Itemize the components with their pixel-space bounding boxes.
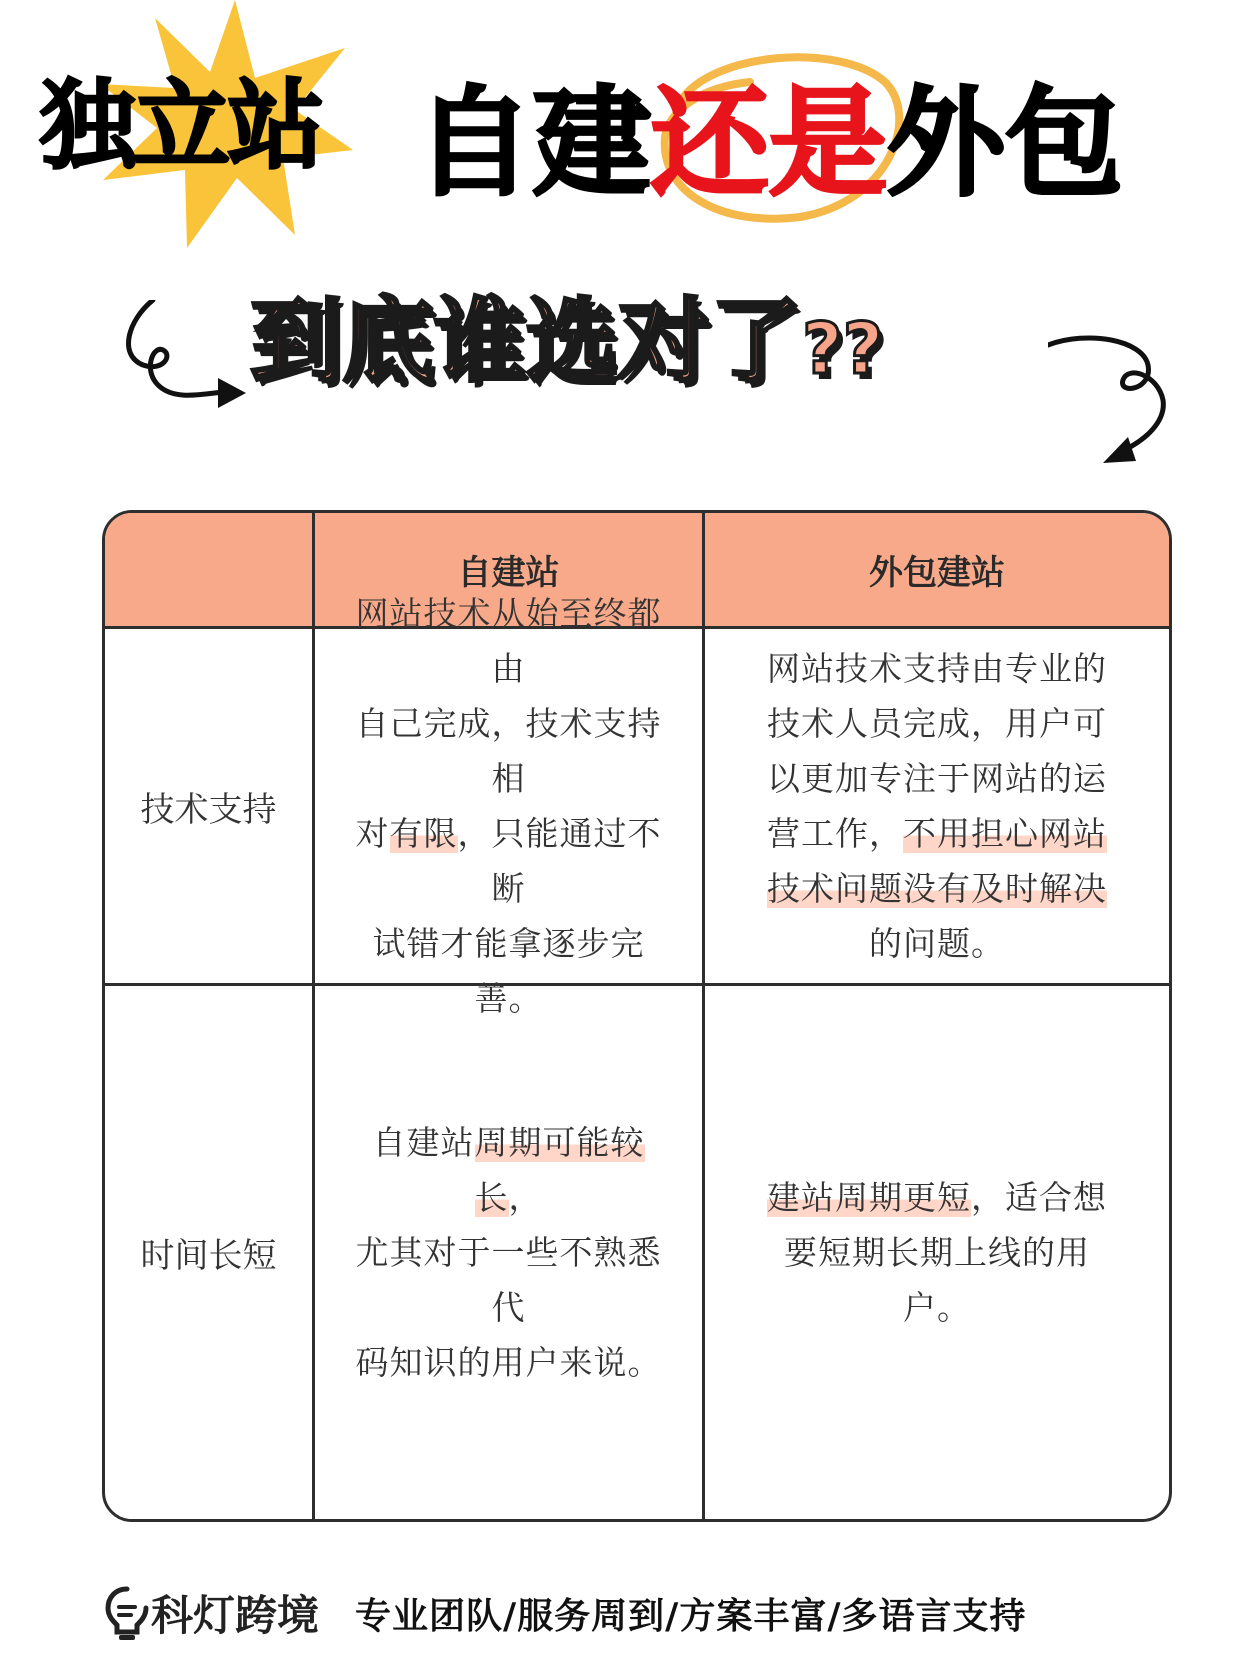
highlighted-text: 周期可能较长 — [474, 1123, 645, 1217]
lightbulb-logo-icon — [105, 1585, 149, 1641]
text-line: 对 — [355, 814, 390, 853]
title-left: 独立站 — [40, 70, 322, 182]
brand-name: 科灯跨境 — [151, 1591, 320, 1640]
text-line: 技术人员完成，用户可 — [767, 704, 1107, 743]
highlighted-text: 有限 — [389, 814, 458, 853]
text-line: ，适合想 — [971, 1178, 1107, 1217]
text-line: 以更加专注于网站的运 — [767, 759, 1107, 798]
column-header-outsource: 外包建站 — [869, 553, 1005, 593]
title-main-part-1: 自建 — [415, 74, 652, 212]
text-line: 网站技术从始至终都由 — [355, 594, 662, 688]
highlighted-text: 建站周期更短 — [767, 1178, 971, 1217]
row-label-time: 时间长短 — [140, 1236, 277, 1276]
title-main-highlight: 还是 — [651, 74, 888, 212]
text-line: 试错才能拿逐步完善。 — [372, 924, 645, 1018]
text-line: ， — [508, 1178, 543, 1217]
title-main-part-3: 外包 — [887, 74, 1124, 212]
text-line: 自建站 — [372, 1123, 475, 1162]
subtitle-question-marks: ?? — [802, 308, 884, 390]
cell-self-build-time — [315, 986, 702, 1519]
text-line: 的问题。 — [869, 924, 1005, 963]
cell-text — [343, 586, 674, 1026]
cell-text — [343, 1115, 674, 1390]
footer-slogan: 专业团队/服务周到/方案丰富/多语言支持 — [355, 1595, 1027, 1637]
row-label-tech-support: 技术支持 — [140, 789, 277, 830]
title-main — [415, 74, 1124, 212]
comparison-table — [102, 510, 1172, 1522]
text-line: ，只能通过不断 — [457, 814, 662, 908]
highlighted-text: 技术问题没有及时解决 — [767, 869, 1107, 908]
text-line: 尤其对于一些不熟悉代 — [355, 1233, 662, 1327]
curly-arrow-right-icon — [1048, 335, 1188, 470]
footer — [105, 1583, 1026, 1643]
text-line: 自己完成，技术支持相 — [355, 704, 662, 798]
highlighted-text: 不用担心网站 — [903, 814, 1107, 853]
cell-outsource-time — [705, 986, 1169, 1519]
text-line: 码知识的用户来说。 — [355, 1343, 662, 1382]
cell-self-build-tech — [315, 594, 702, 1018]
subtitle — [250, 288, 884, 395]
cell-text — [767, 1170, 1107, 1335]
text-line: 营工作， — [767, 814, 903, 853]
cell-text — [767, 641, 1107, 971]
cell-outsource-tech — [705, 629, 1169, 983]
subtitle-text: 到底谁选对了 — [250, 288, 803, 395]
curly-arrow-left-icon — [118, 300, 258, 430]
text-line: 网站技术支持由专业的 — [767, 649, 1107, 688]
column-header-self-build: 自建站 — [457, 553, 560, 593]
text-line: 户。 — [903, 1288, 971, 1327]
text-line: 要短期长期上线的用 — [784, 1233, 1090, 1272]
